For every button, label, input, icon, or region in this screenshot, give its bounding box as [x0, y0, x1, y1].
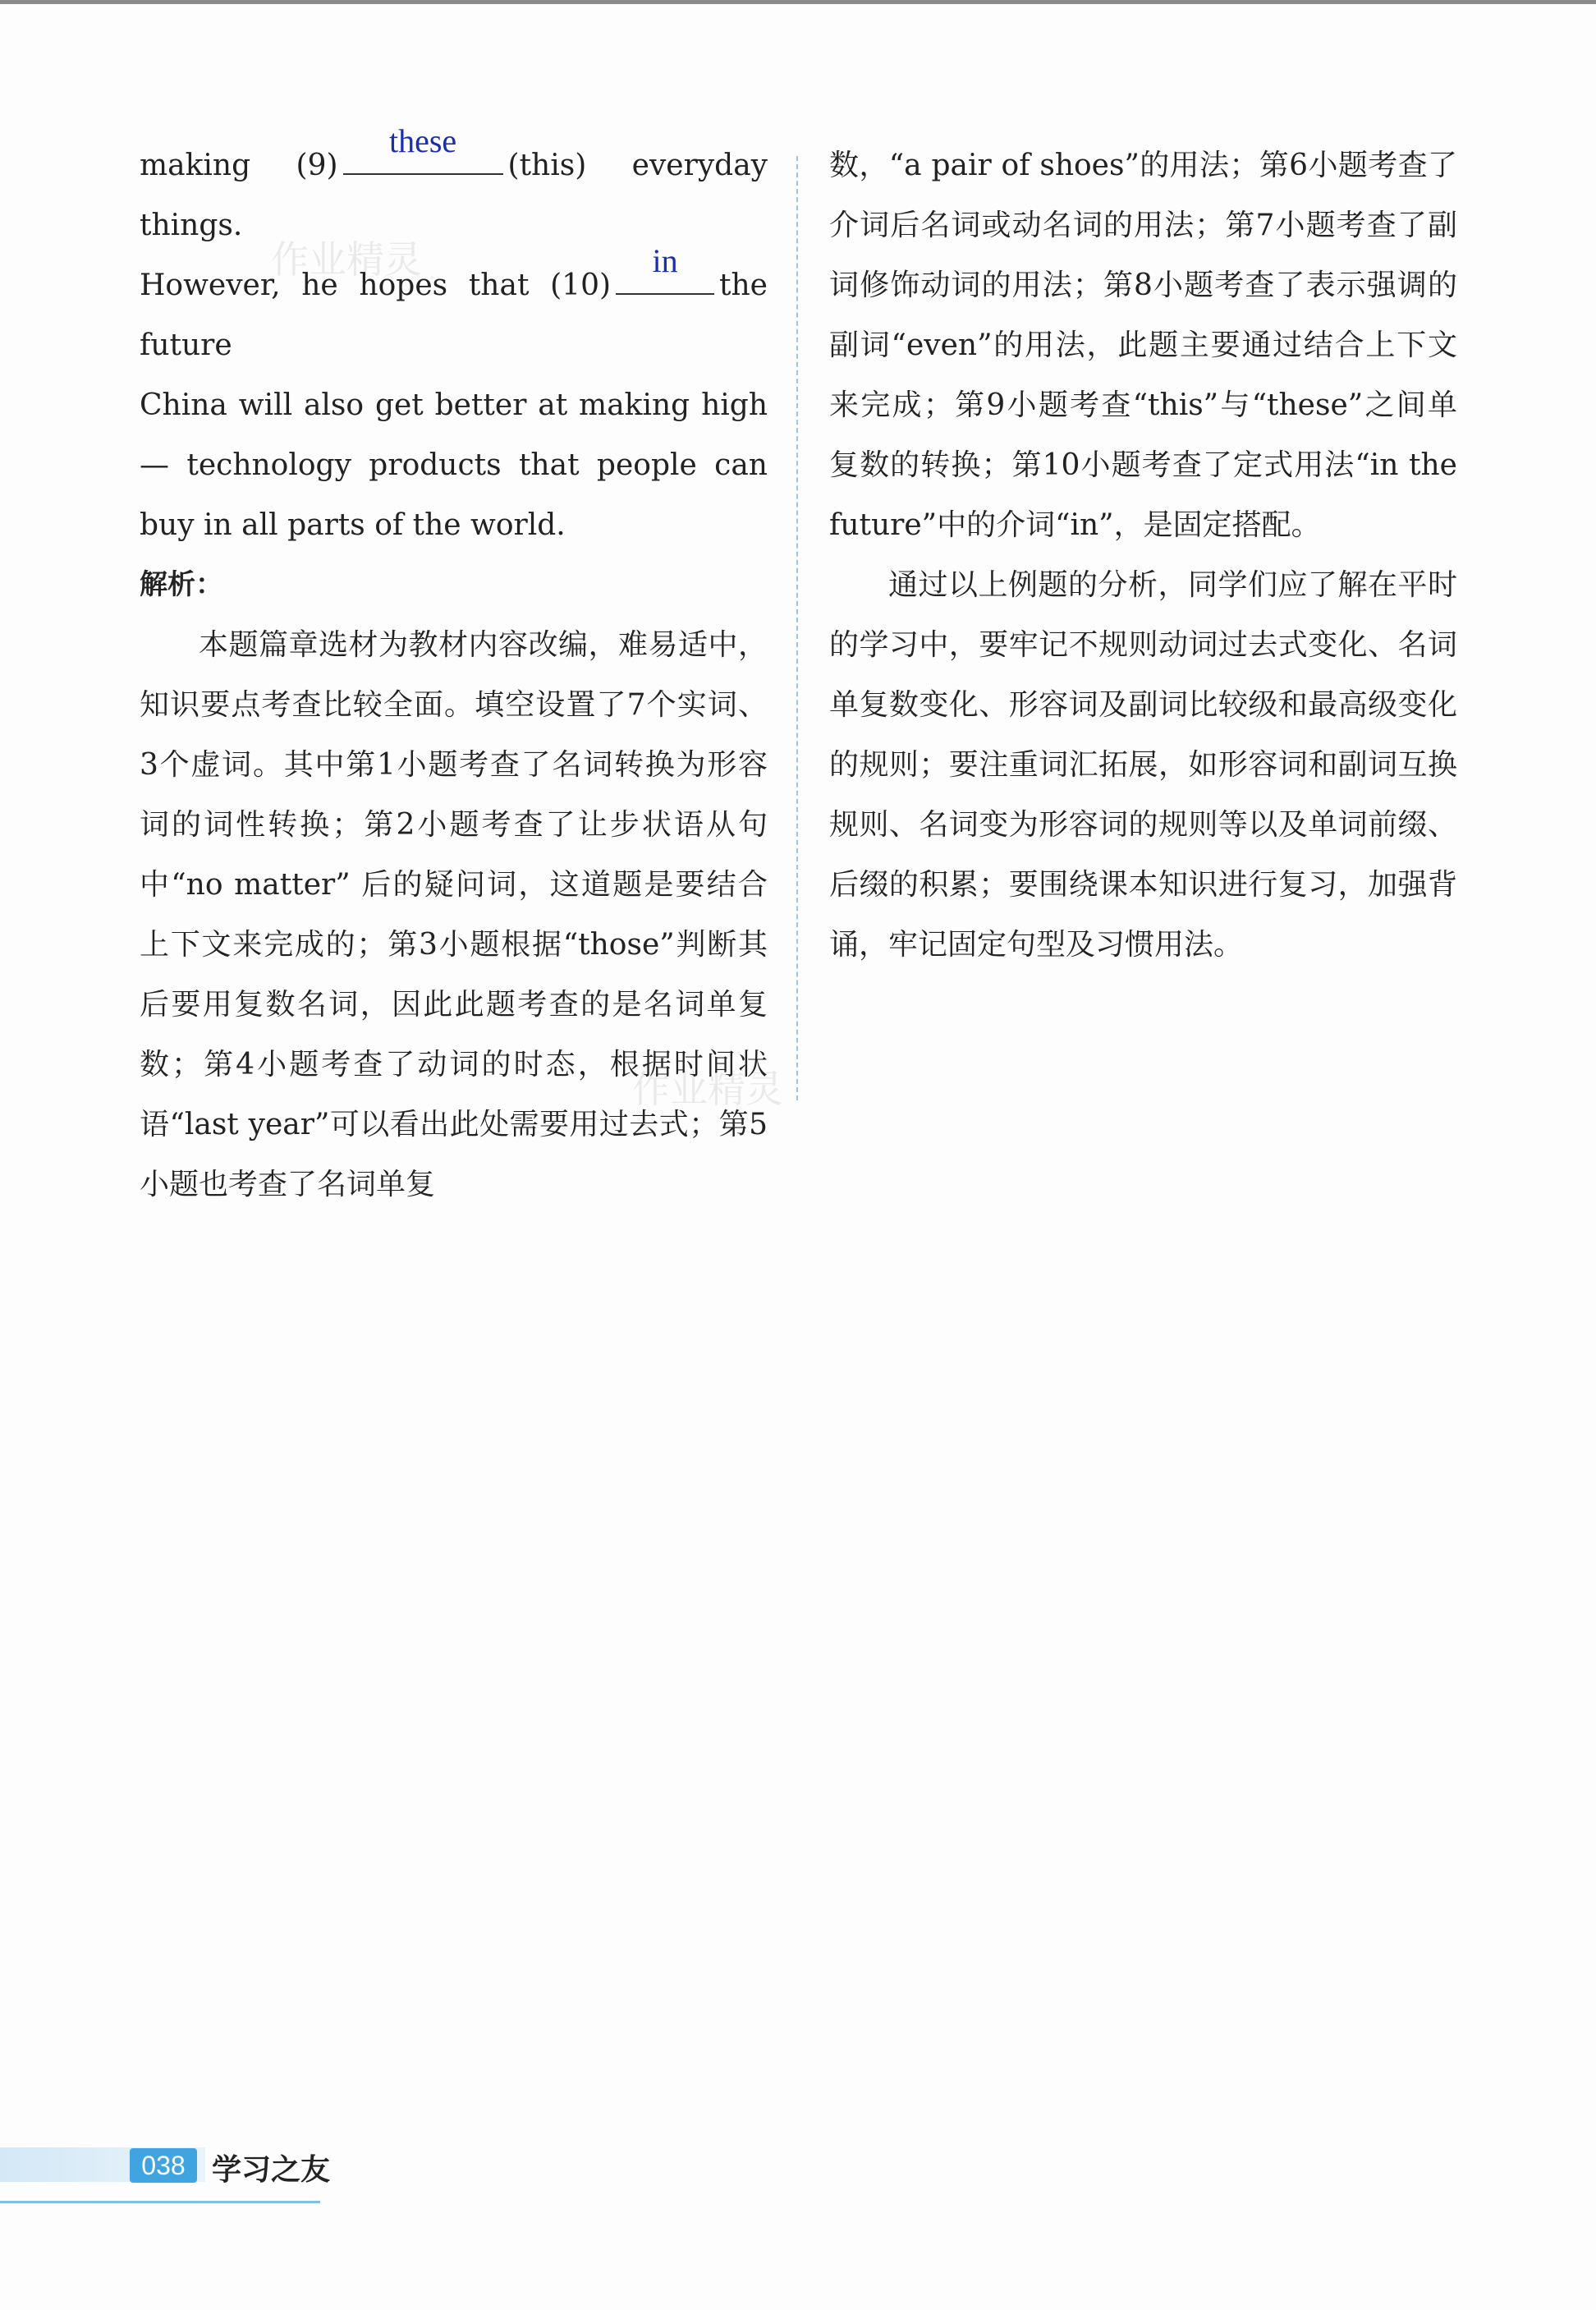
- footer-brand: 学习之友: [212, 2152, 331, 2187]
- watermark-top: 作业精灵: [271, 237, 422, 282]
- page-number: 038: [130, 2148, 197, 2183]
- right-column: [829, 135, 1457, 975]
- blank-9: [343, 122, 503, 175]
- analysis-heading: 解析：: [140, 568, 223, 601]
- column-divider: [796, 156, 798, 1100]
- summary-paragraph: 通过以上例题的分析，同学们应了解在平时的学习中，要牢记不规则动词过去式变化、名词单复数变化、形容词及副词比较级和最高级变化的规则；要注重词汇拓展，如形容词和副词互换规则、名词变为形容词的规则等以及单词前缀、后缀的积累；要围绕课本知识进行复习，加强背诵，牢记固定句型及习惯用法。: [829, 568, 1457, 962]
- watermark-bottom: 作业精灵: [632, 1067, 783, 1111]
- passage-text: making (9): [140, 149, 338, 182]
- analysis-paragraph: 本题篇章选材为教材内容改编，难易适中，知识要点考查比较全面。填空设置了7个实词、3个虚词。其中第1小题考查了名词转换为形容词的词性转换；第2小题考查了让步状语从句中“no matter” 后的疑问词，这道题是要结合上下文来完成的；第3小题根据“those”判断其后要用复数名词，因此此题考查的是名词单复数；第4小题考查了动词的时态，根据时间状语“last year”可以看出此处需要用过去式；第5小题也考查了名词单复: [140, 628, 768, 1201]
- answer-10: in: [652, 242, 678, 279]
- top-border: [0, 0, 1596, 4]
- answer-9: these: [388, 122, 457, 159]
- passage-text: the future: [140, 269, 768, 362]
- footer-line: [0, 2201, 320, 2203]
- analysis-continued: 数，“a pair of shoes”的用法；第6小题考查了介词后名词或动名词的用法；第7小题考查了副词修饰动词的用法；第8小题考查了表示强调的副词“even”的用法，此题主要通过结合上下文来完成；第9小题考查“this”与“these”之间单复数的转换；第10小题考查了定式用法“in the future”中的介词“in”，是固定搭配。: [829, 149, 1457, 542]
- blank-10: [616, 242, 714, 295]
- passage-text: (this) everyday things.: [140, 149, 768, 242]
- passage-text: However, he hopes that (10): [140, 269, 612, 302]
- passage-line-2: [140, 242, 768, 375]
- left-column: [140, 122, 768, 1215]
- passage-rest: China will also get better at making high — technology products that people can buy in all parts of the world.: [140, 388, 768, 542]
